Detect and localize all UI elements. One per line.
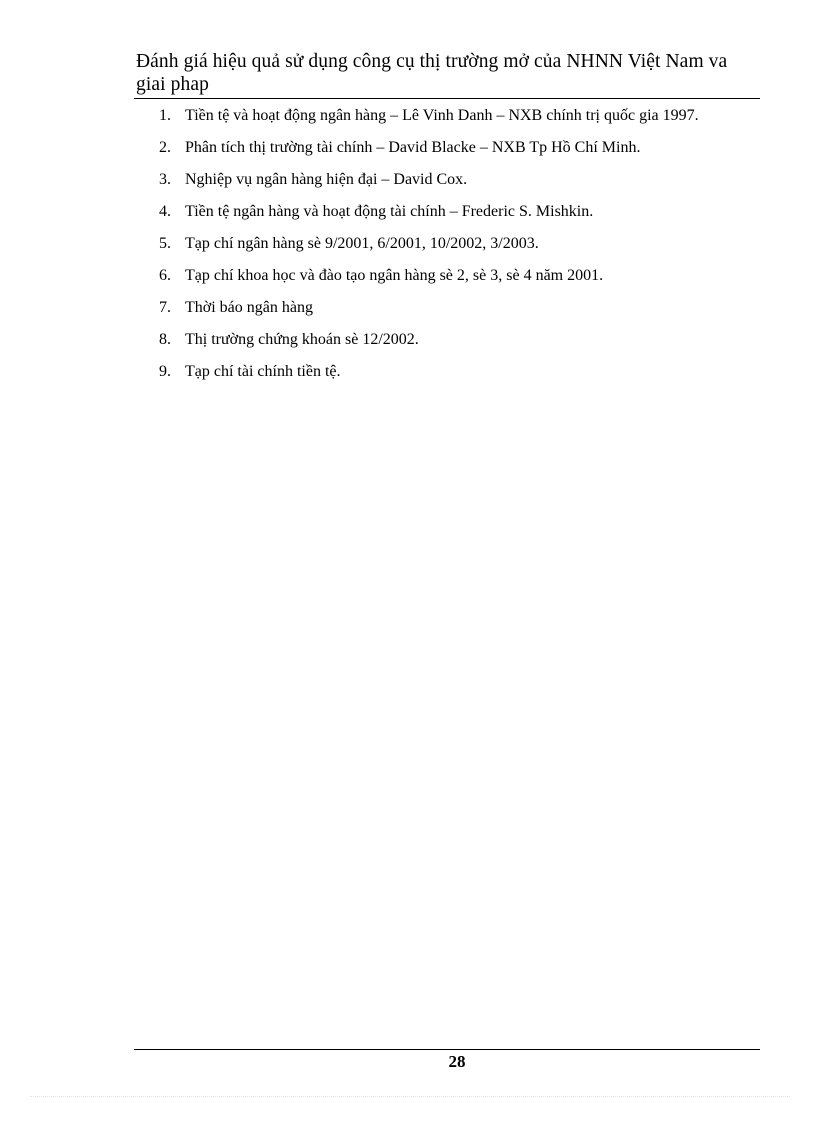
reference-number: 5.: [159, 235, 171, 252]
running-header: Đánh giá hiệu quả sử dụng công cụ thị trường mở của NHNN Việt Nam va giai phap: [136, 51, 728, 95]
reference-item: [136, 324, 758, 356]
reference-item: [136, 100, 758, 132]
reference-text: Tiền tệ và hoạt động ngân hàng – Lê Vinh Danh – NXB chính trị quốc gia 1997.: [185, 107, 699, 124]
reference-number: 6.: [159, 267, 171, 284]
reference-number: 3.: [159, 171, 171, 188]
reference-text: Phân tích thị trường tài chính – David Blacke – NXB Tp Hồ Chí Minh.: [185, 139, 641, 156]
reference-text: Nghiệp vụ ngân hàng hiện đại – David Cox.: [185, 171, 468, 188]
reference-text: Tạp chí ngân hàng sè 9/2001, 6/2001, 10/2002, 3/2003.: [185, 235, 539, 252]
reference-text: Tạp chí khoa học và đào tạo ngân hàng sè 2, sè 3, sè 4 năm 2001.: [185, 267, 604, 284]
reference-number: 7.: [159, 299, 171, 316]
reference-number: 9.: [159, 363, 171, 380]
reference-text: Thời báo ngân hàng: [185, 299, 313, 316]
page-edge-divider: [30, 1096, 790, 1097]
reference-number: 8.: [159, 331, 171, 348]
reference-text: Tạp chí tài chính tiền tệ.: [185, 363, 341, 380]
reference-number: 2.: [159, 139, 171, 156]
reference-number: 4.: [159, 203, 171, 220]
reference-item: [136, 196, 758, 228]
reference-number: 1.: [159, 107, 171, 124]
reference-item: [136, 228, 758, 260]
reference-item: [136, 356, 758, 388]
reference-item: [136, 164, 758, 196]
reference-item: [136, 132, 758, 164]
footer-divider: [134, 1049, 760, 1050]
reference-text: Tiền tệ ngân hàng và hoạt động tài chính – Frederic S. Mishkin.: [185, 203, 594, 220]
reference-text: Thị trường chứng khoán sè 12/2002.: [185, 331, 419, 348]
reference-list: [136, 100, 758, 388]
reference-item: [136, 292, 758, 324]
reference-item: [136, 260, 758, 292]
page-number: 28: [448, 1052, 466, 1071]
header-divider: [134, 98, 760, 99]
